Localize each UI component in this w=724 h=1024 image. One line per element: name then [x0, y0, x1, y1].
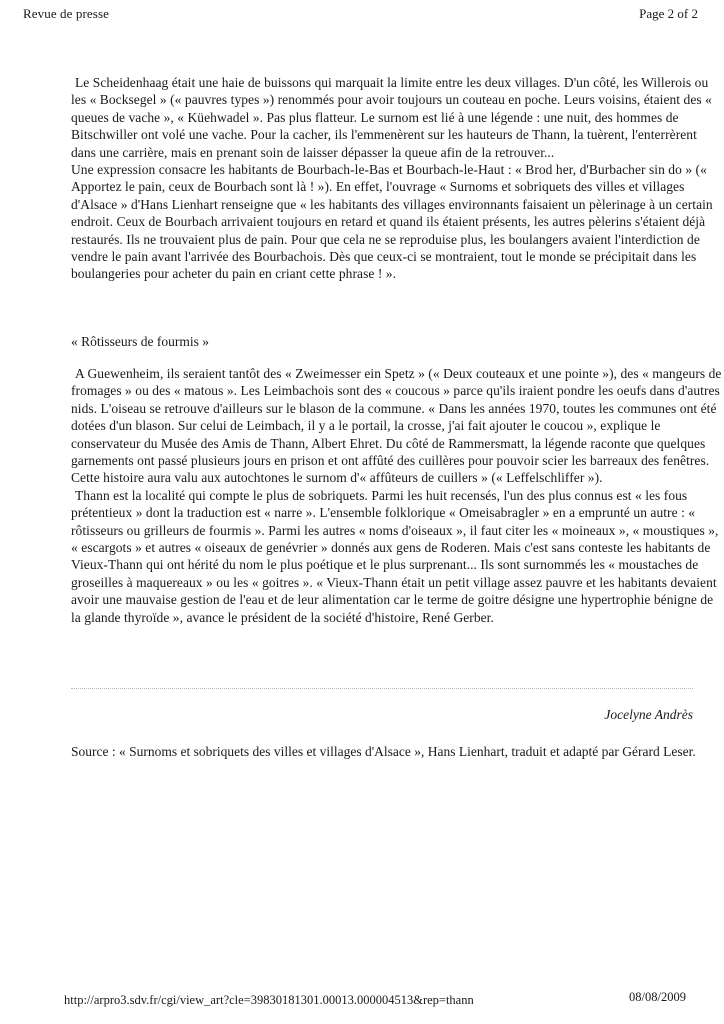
header-title: Revue de presse: [23, 6, 109, 21]
article-body-part-1: [71, 74, 723, 283]
footer-url: http://arpro3.sdv.fr/cgi/view_art?cle=39830181301.00013.000004513&rep=thann: [64, 993, 474, 1007]
paragraph-guewenheim: A Guewenheim, ils seraient tantôt des « Zweimesser ein Spetz » (« Deux couteaux et une pointe »), des « mangeurs de fromages » ou des « matous ». Les Leimbachois sont des « coucous » parce qu'ils iraient pondre les oeufs dans d'autres nids. L'oiseau se retrouve d'ailleurs sur le blason de la commune. « Dans les années 1970, toutes les communes ont été dotées d'un blason. Sur celui de Leimbach, il y a le portail, la crosse, j'ai fait ajouter le coucou », explique le conservateur du Musée des Amis de Thann, Albert Ehret. Du côté de Rammersmatt, la légende raconte que quelques garnements ont passé plusieurs jours en prison et ont affûté des cuillères pour pouvoir scier les barreaux des fenêtres. Cette histoire aura valu aux autochtones le surnom d'« affûteurs de cuillers » (« Leffelschliffer »).: [71, 366, 722, 486]
article-body-part-2: [71, 365, 723, 626]
paragraph-bourbach: Une expression consacre les habitants de Bourbach-le-Bas et Bourbach-le-Haut : « Brod her, d'Burbacher sin do » (« Apportez le pain, ceux de Bourbach sont là ! »). En effet, l'ouvrage « Surnoms et sobriquets des villes et villages d'Alsace » d'Hans Lienhart renseigne que « les habitants des villages environnants faisaient un pèlerinage à un certain endroit. Ceux de Bourbach arrivaient toujours en retard et quand ils étaient présents, les autres pèlerins s'étaient déjà restaurés. Ils ne trouvaient plus de pain. Pour que cela ne se reproduise plus, les boulangers avaient l'interdiction de vendre le pain avant l'arrivée des Bourbachois. Dès que ceux-ci se montraient, tout le monde se précipitait dans les boulangeries pour acheter du pain en criant cette phrase ! ».: [71, 162, 713, 282]
divider: [71, 688, 693, 689]
paragraph-scheidenhaag: Le Scheidenhaag était une haie de buissons qui marquait la limite entre les deux villages. D'un côté, les Willerois ou les « Bocksegel » (« pauvres types ») renommés pour avoir toujours un couteau en poche. Leurs voisins, étaient des « queues de vache », « Küehwadel ». Pas plus flatteur. Le surnom est lié à une légende : une nuit, des hommes de Bitschwiller ont volé une vache. Pour la cacher, ils l'emmenèrent sur les hauteurs de Thann, la tuèrent, l'enterrèrent dans une carrière, mais en prenant soin de laisser dépasser la queue afin de la retrouver...: [71, 75, 712, 160]
paragraph-thann: Thann est la localité qui compte le plus de sobriquets. Parmi les huit recensés, l'un des plus connus est « les fous prétentieux » dont la traduction est « narre ». L'ensemble folklorique « Omeisabragler » en a emprunté un autre : « rôtisseurs ou grilleurs de fourmis ». Parmi les autres « noms d'oiseaux », il faut citer les « moineaux », « moustiques », « escargots » et autres « oiseaux de genévrier » donnés aux gens de Roderen. Mais c'est sans conteste les habitants de Vieux-Thann qui ont hérité du nom le plus poétique et le plus surprenant... Ils sont surnommés les « moustaches de groseilles à maquereaux » ou les « goitres ». « Vieux-Thann était un petit village assez pauvre et les habitants devaient avoir une mauvaise gestion de l'eau et de leur alimentation car le terme de goitre désigne une hypertrophie bénigne de la glande thyroïde », avance le président de la société d'histoire, René Gerber.: [71, 487, 719, 625]
section-heading: « Rôtisseurs de fourmis »: [71, 334, 209, 349]
source-note: Source : « Surnoms et sobriquets des villes et villages d'Alsace », Hans Lienhart, traduit et adapté par Gérard Leser.: [71, 744, 696, 759]
author-signature: Jocelyne Andrès: [604, 707, 693, 722]
footer-date: 08/08/2009: [629, 990, 686, 1004]
page-number: Page 2 of 2: [639, 6, 698, 21]
